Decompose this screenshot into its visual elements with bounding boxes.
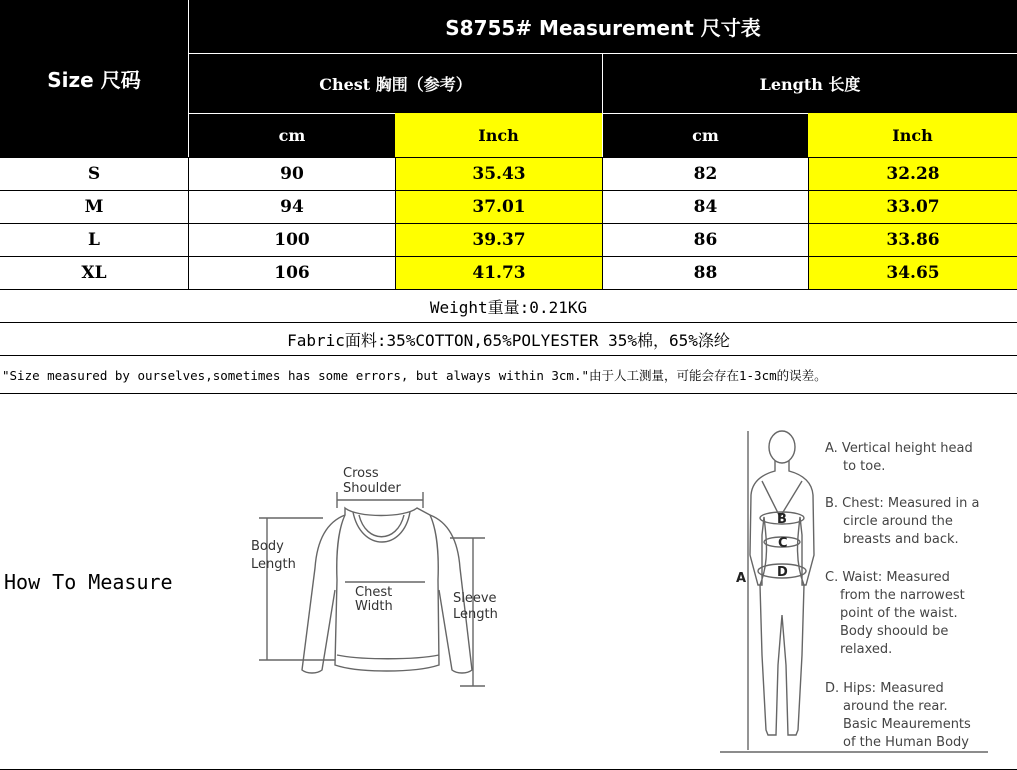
disclaimer-row: "Size measured by ourselves,sometimes has some errors, but always within 3cm."由于人工测量，可能会存在1-3cm的误差。 [0, 355, 1017, 393]
cross-shoulder-label: Cross [343, 466, 379, 481]
note-c-4: Body shoould be [840, 624, 949, 639]
length-inch-cell: 33.07 [808, 190, 1017, 223]
note-d-2: around the rear. [843, 699, 948, 714]
chest-width-label: Chest [355, 585, 393, 600]
length-cm-header: cm [602, 113, 808, 157]
body-length-label: Length [251, 557, 296, 572]
size-cell: S [0, 157, 188, 190]
sweater-measure-diagram [245, 460, 510, 690]
chest-header: Chest 胸围（参考） [188, 53, 602, 113]
size-header: Size 尺码 [0, 0, 188, 157]
note-b-1: B. Chest: Measured in a [825, 496, 980, 511]
length-cm-cell: 88 [602, 256, 808, 289]
note-a-1: A. Vertical height head [825, 441, 973, 456]
note-c-5: relaxed. [840, 642, 893, 657]
human-body-outline [750, 431, 814, 735]
length-cm-cell: 82 [602, 157, 808, 190]
mark-b: B [777, 512, 787, 527]
length-inch-header: Inch [808, 113, 1017, 157]
chest-inch-cell: 41.73 [395, 256, 602, 289]
note-c-2: from the narrowest [840, 588, 965, 603]
mark-a: A [736, 571, 747, 586]
note-c-3: point of the waist. [840, 606, 958, 621]
mark-d: D [777, 565, 788, 580]
length-inch-cell: 32.28 [808, 157, 1017, 190]
note-c-1: C. Waist: Measured [825, 570, 950, 585]
size-cell: XL [0, 256, 188, 289]
how-to-measure-title: How To Measure [4, 570, 173, 594]
chest-inch-cell: 39.37 [395, 223, 602, 256]
length-cm-cell: 84 [602, 190, 808, 223]
length-inch-cell: 34.65 [808, 256, 1017, 289]
length-inch-cell: 33.86 [808, 223, 1017, 256]
size-cell: L [0, 223, 188, 256]
note-d-1: D. Hips: Measured [825, 681, 944, 696]
note-b-2: circle around the [843, 514, 953, 529]
note-d-3: Basic Meaurements [843, 717, 971, 732]
chest-cm-cell: 106 [188, 256, 395, 289]
note-d-4: of the Human Body [843, 735, 969, 750]
sleeve-length-label: Sleeve [453, 591, 497, 606]
chest-cm-cell: 90 [188, 157, 395, 190]
length-header: Length 长度 [602, 53, 1017, 113]
note-a-2: to toe. [843, 459, 886, 474]
chest-cm-header: cm [188, 113, 395, 157]
chest-inch-cell: 37.01 [395, 190, 602, 223]
mark-c: C [778, 536, 788, 551]
chart-title: S8755# Measurement 尺寸表 [188, 0, 1017, 53]
body-length-label: Body [251, 539, 284, 554]
size-cell: M [0, 190, 188, 223]
chest-cm-cell: 100 [188, 223, 395, 256]
chest-inch-header: Inch [395, 113, 602, 157]
cross-shoulder-label: Shoulder [343, 481, 401, 496]
chest-cm-cell: 94 [188, 190, 395, 223]
note-b-3: breasts and back. [843, 532, 959, 547]
length-cm-cell: 86 [602, 223, 808, 256]
fabric-row: Fabric面料:35%COTTON,65%POLYESTER 35%棉，65%涤纶 [0, 322, 1017, 355]
chest-width-label: Width [355, 599, 393, 614]
sleeve-length-label: Length [453, 607, 498, 622]
chest-inch-cell: 35.43 [395, 157, 602, 190]
body-measure-diagram [720, 425, 995, 760]
weight-row: Weight重量:0.21KG [0, 289, 1017, 322]
